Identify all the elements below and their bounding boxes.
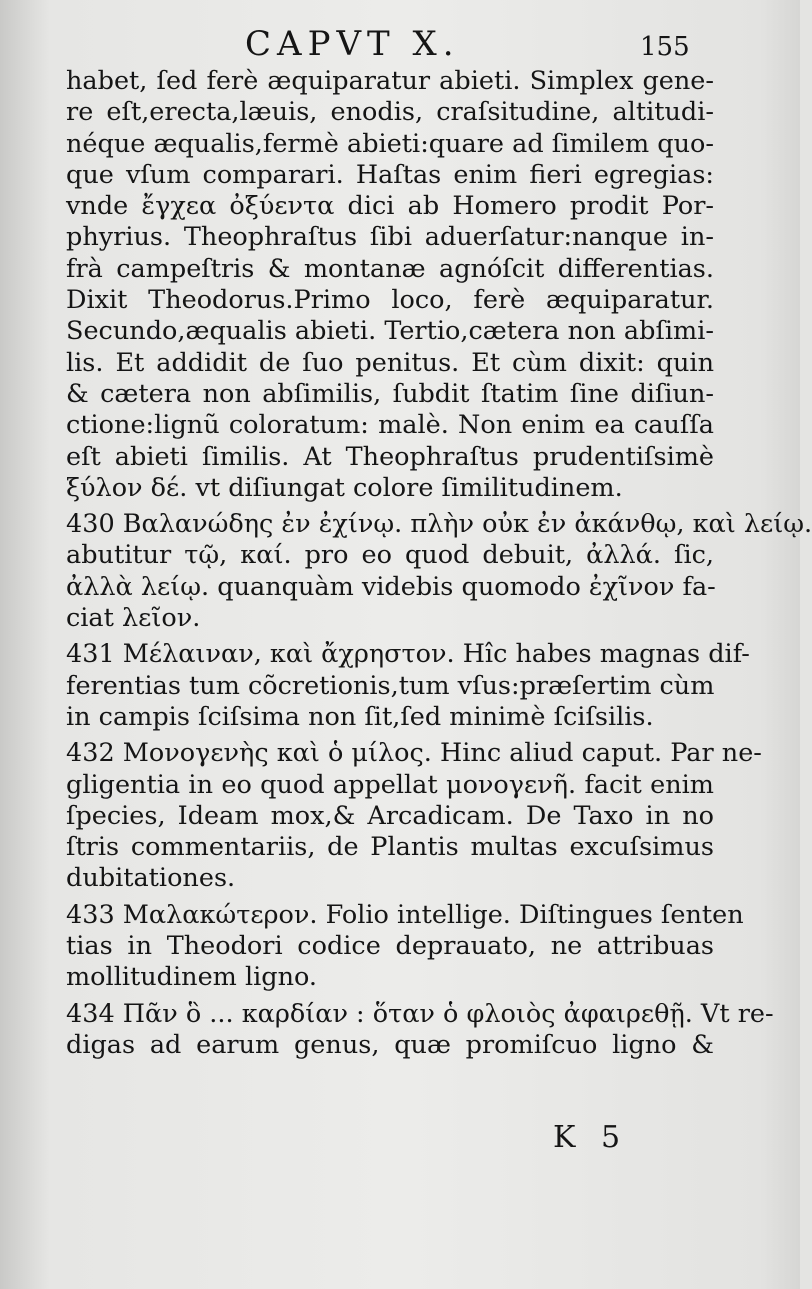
text-line: 432 Μονογενὴς καὶ ὁ μίλος. Hinc aliud caput. Par ne-: [66, 738, 762, 769]
page-body: [66, 66, 812, 1061]
note-432: [66, 738, 762, 894]
page-header: [0, 24, 800, 64]
text-line: ξύλον δέ. vt diſiungat colore ſimilitudinem.: [66, 472, 623, 503]
text-line: gligentia in eo quod appellat μονογενῆ. facit enim: [66, 769, 714, 800]
signature-mark: K 5: [553, 1120, 629, 1155]
note-433: [66, 899, 744, 994]
text-line: re eſt,erecta,læuis, enodis, craſsitudine, altitudi-: [66, 97, 714, 128]
text-line: Dixit Theodorus.Primo loco, ferè æquiparatur.: [66, 285, 714, 316]
text-line: abutitur τῷ, καί. pro eo quod debuit, ἀλλά. ſic,: [66, 540, 714, 571]
note-430: [66, 509, 812, 634]
note-431: [66, 639, 750, 733]
text-line: digas ad earum genus, quæ promiſcuo ligno &: [66, 1029, 714, 1060]
text-line: ſpecies, Ideam mox,& Arcadicam. De Taxo in no: [66, 800, 714, 831]
text-line: dubitationes.: [66, 863, 236, 894]
text-line: tias in Theodori codice deprauato, ne attribuas: [66, 931, 714, 962]
text-line: ferentias tum cõcretionis,tum vſus:præſertim cùm: [66, 670, 715, 701]
page-number: 155: [640, 32, 690, 62]
text-line: ἀλλὰ λείῳ. quanquàm videbis quomodo ἐχῖνον fa-: [66, 571, 716, 602]
text-line: ctione:lignũ coloratum: malè. Non enim ea cauſſa: [66, 410, 714, 441]
text-line: phyrius. Theophraſtus ſibi aduerſatur:nanque in-: [66, 222, 714, 253]
note-434: [66, 998, 774, 1062]
text-line: eſt abieti ſimilis. At Theophraſtus prudentiſsimè: [66, 441, 714, 472]
text-line: 431 Μέλαιναν, καὶ ἄχρηστον. Hîc habes magnas dif-: [66, 639, 750, 670]
text-line: vnde ἔγχεα ὀξύεντα dici ab Homero prodit Por-: [66, 191, 714, 222]
text-line: & cætera non abſimilis, ſubdit ſtatim ſine diſiun-: [66, 378, 714, 409]
text-line: ſtris commentariis, de Plantis multas excuſsimus: [66, 832, 714, 863]
running-head: CAPVT X.: [245, 24, 460, 64]
text-line: frà campeſtris & montanæ agnóſcit differentias.: [66, 253, 714, 284]
page-footer: [0, 1120, 800, 1160]
text-line: 434 Πᾶν ὃ ... καρδίαν : ὅταν ὁ φλοιὸς ἀφαιρεθῇ. Vt re-: [66, 998, 774, 1029]
text-line: néque æqualis,fermè abieti:quare ad ſimilem quo-: [66, 128, 714, 159]
text-line: 433 Μαλακώτερον. Folio intellige. Diſtingues ſenten: [66, 899, 744, 930]
text-line: ciat λεῖον.: [66, 603, 201, 634]
text-line: que vſum comparari. Haſtas enim fieri egregias:: [66, 159, 714, 190]
text-line: lis. Et addidit de ſuo penitus. Et cùm dixit: quin: [66, 347, 714, 378]
text-line: in campis ſciſsima non ſit,ſed minimè ſciſsilis.: [66, 701, 654, 732]
text-line: habet, ſed ferè æquiparatur abieti. Simplex gene-: [66, 66, 714, 96]
text-line: 430 Βαλανώδης ἐν ἐχίνῳ. πλὴν οὐκ ἐν ἀκάνθῳ, καὶ λείῳ.: [66, 509, 812, 540]
text-line: mollitudinem ligno.: [66, 962, 318, 993]
text-line: Secundo,æqualis abieti. Tertio,cætera non abſimi-: [66, 316, 714, 347]
paragraph-main: [66, 66, 714, 504]
